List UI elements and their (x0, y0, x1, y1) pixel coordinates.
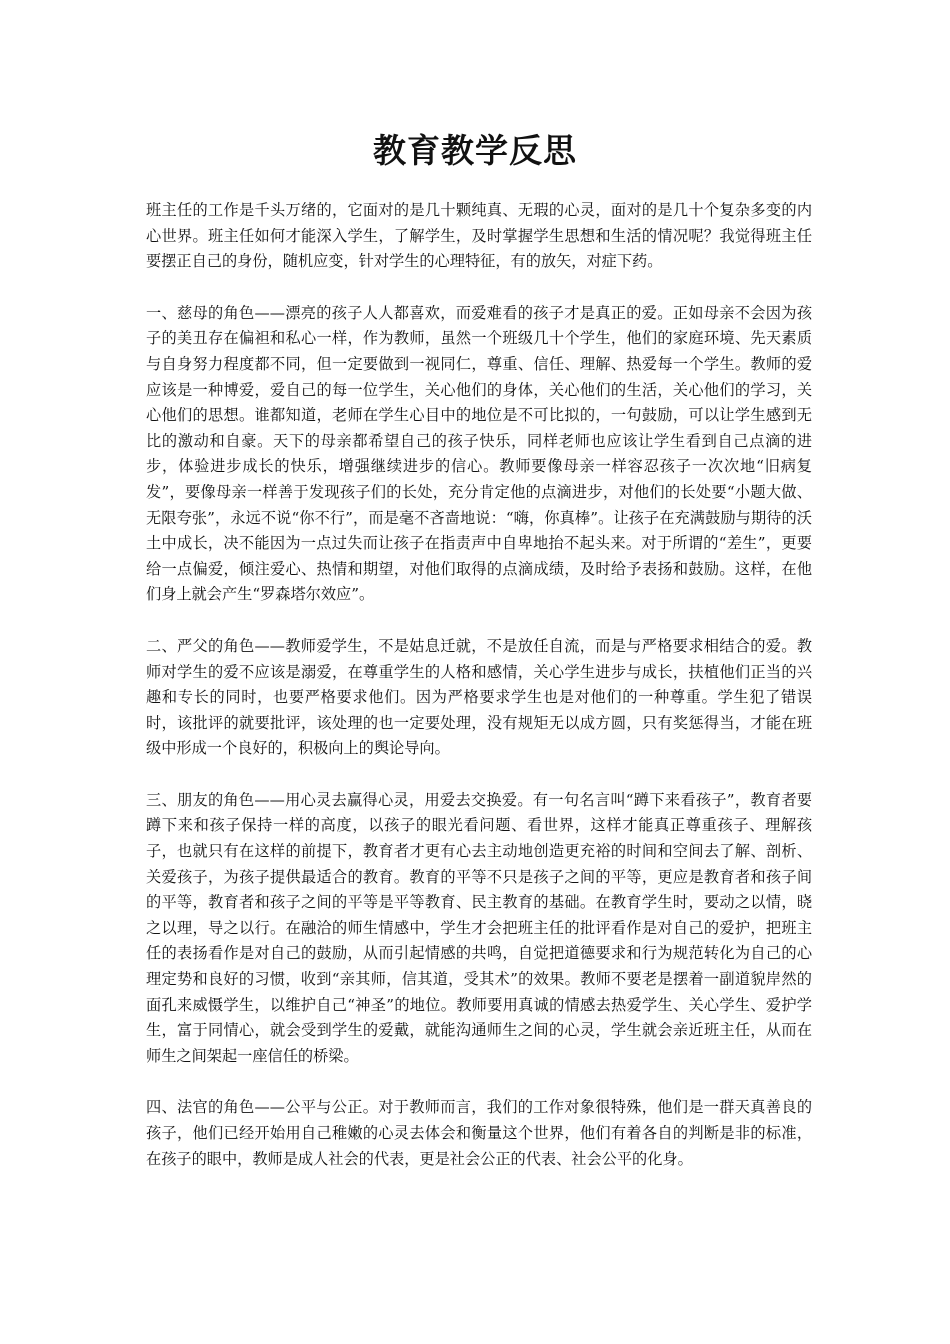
paragraph-friend-role: 三、朋友的角色——用心灵去赢得心灵，用爱去交换爱。有一句名言叫“蹲下来看孩子”，教育者要蹲下来和孩子保持一样的高度，以孩子的眼光看问题、看世界，这样才能真正尊重孩子、理解孩子，也就只有在这样的前提下，教育者才更有心去主动地创造更充裕的时间和空间去了解、剖析、关爱孩子，为孩子提供最适合的教育。教育的平等不只是孩子之间的平等，更应是教育者和孩子间的平等，教育者和孩子之间的平等是平等教育、民主教育的基础。在教育学生时，要动之以情，晓之以理，导之以行。在融洽的师生情感中，学生才会把班主任的批评看作是对自己的爱护，把班主任的表扬看作是对自己的鼓励，从而引起情感的共鸣，自觉把道德要求和行为规范转化为自己的心理定势和良好的习惯，收到“亲其师，信其道，受其术”的效果。教师不要老是摆着一副道貌岸然的面孔来威慑学生，以维护自己“神圣”的地位。教师要用真诚的情感去热爱学生、关心学生、爱护学生，富于同情心，就会受到学生的爱戴，就能沟通师生之间的心灵，学生就会亲近班主任，从而在师生之间架起一座信任的桥梁。 (146, 790, 812, 1065)
paragraph-judge-role: 四、法官的角色——公平与公正。对于教师而言，我们的工作对象很特殊，他们是一群天真善良的孩子，他们已经开始用自己稚嫩的心灵去体会和衡量这个世界，他们有着各自的判断是非的标准，在孩子的眼中，教师是成人社会的代表，更是社会公正的代表、社会公平的化身。 (146, 1098, 812, 1168)
document-body (146, 198, 812, 1198)
paragraph-strict-father-role: 二、严父的角色——教师爱学生，不是姑息迁就，不是放任自流，而是与严格要求相结合的爱。教师对学生的爱不应该是溺爱，在尊重学生的人格和感情，关心学生进步与成长，扶植他们正当的兴趣和专长的同时，也要严格要求他们。因为严格要求学生也是对他们的一种尊重。学生犯了错误时，该批评的就要批评，该处理的也一定要处理，没有规矩无以成方圆，只有奖惩得当，才能在班级中形成一个良好的，积极向上的舆论导向。 (146, 636, 812, 758)
document-title: 教育教学反思 (373, 131, 577, 170)
paragraph-intro: 班主任的工作是千头万绪的，它面对的是几十颗纯真、无瑕的心灵，面对的是几十个复杂多变的内心世界。班主任如何才能深入学生，了解学生，及时掌握学生思想和生活的情况呢？我觉得班主任要摆正自己的身份，随机应变，针对学生的心理特征，有的放矢，对症下药。 (146, 201, 812, 271)
paragraph-loving-mother-role: 一、慈母的角色——漂亮的孩子人人都喜欢，而爱难看的孩子才是真正的爱。正如母亲不会因为孩子的美丑存在偏袒和私心一样，作为教师，虽然一个班级几十个学生，他们的家庭环境、先天素质与自身努力程度都不同，但一定要做到一视同仁，尊重、信任、理解、热爱每一个学生。教师的爱应该是一种博爱，爱自己的每一位学生，关心他们的身体，关心他们的生活，关心他们的学习，关心他们的思想。谁都知道，老师在学生心目中的地位是不可比拟的，一句鼓励，可以让学生感到无比的激动和自豪。天下的母亲都希望自己的孩子快乐，同样老师也应该让学生看到自己点滴的进步，体验进步成长的快乐，增强继续进步的信心。教师要像母亲一样容忍孩子一次次地“旧病复发”，要像母亲一样善于发现孩子们的长处，充分肯定他的点滴进步，对他们的长处要“小题大做、无限夸张”，永远不说“你不行”，而是毫不吝啬地说：“嗨，你真棒”。让孩子在充满鼓励与期待的沃土中成长，决不能因为一点过失而让孩子在指责声中自卑地抬不起头来。对于所谓的“差生”，更要给一点偏爱，倾注爱心、热情和期望，对他们取得的点滴成绩，及时给予表扬和鼓励。这样，在他们身上就会产生“罗森塔尔效应”。 (146, 303, 812, 604)
